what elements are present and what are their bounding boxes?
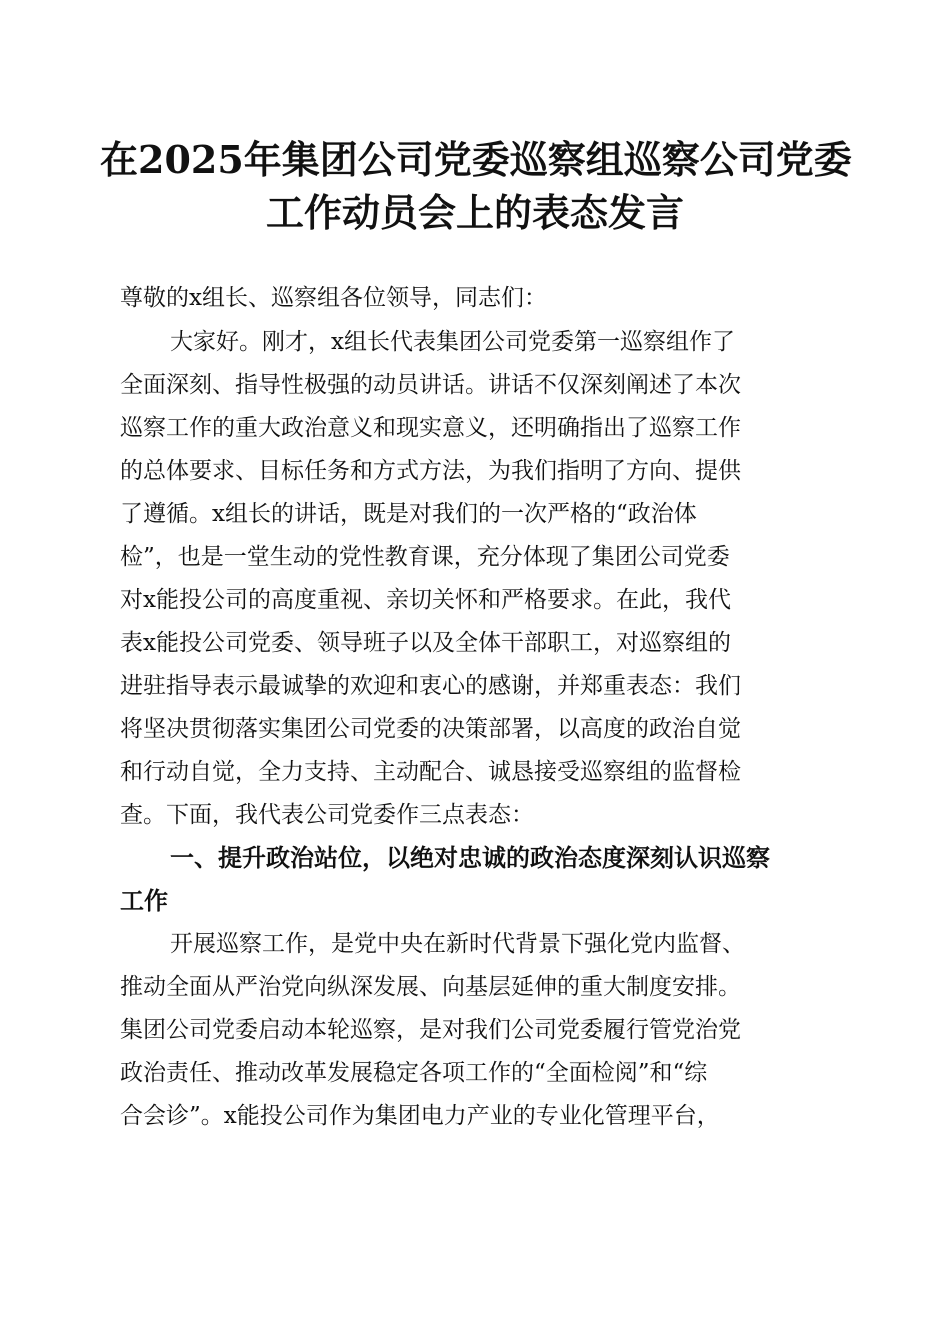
paragraph-2-line: 开展巡察工作，是党中央在新时代背景下强化党内监督、 <box>170 931 745 957</box>
section-heading-1-line-2: 工作 <box>120 887 168 915</box>
section-heading-1-line-1: 一、提升政治站位，以绝对忠诚的政治态度深刻认识巡察 <box>170 844 770 872</box>
document-title-line-1: 在2025年集团公司党委巡察组巡察公司党委 <box>100 137 852 182</box>
paragraph-1-line: 和行动自觉，全力支持、主动配合、诚恳接受巡察组的监督检 <box>120 759 741 785</box>
paragraph-1-line: 了遵循。x组长的讲话，既是对我们的一次严格的“政治体 <box>120 501 697 527</box>
paragraph-1-line: 对x能投公司的高度重视、亲切关怀和严格要求。在此，我代 <box>120 587 731 613</box>
salutation: 尊敬的x组长、巡察组各位领导，同志们： <box>120 285 547 311</box>
paragraph-1-line: 全面深刻、指导性极强的动员讲话。讲话不仅深刻阐述了本次 <box>120 372 741 398</box>
paragraph-1-line: 检”，也是一堂生动的党性教育课，充分体现了集团公司党委 <box>120 544 730 570</box>
paragraph-2-line: 政治责任、推动改革发展稳定各项工作的“全面检阅”和“综 <box>120 1060 708 1086</box>
document-title-line-2: 工作动员会上的表态发言 <box>265 190 684 235</box>
paragraph-1-line: 将坚决贯彻落实集团公司党委的决策部署，以高度的政治自觉 <box>120 716 741 742</box>
paragraph-1-line: 的总体要求、目标任务和方式方法，为我们指明了方向、提供 <box>120 458 741 484</box>
paragraph-1-line: 进驻指导表示最诚挚的欢迎和衷心的感谢，并郑重表态：我们 <box>120 673 741 699</box>
paragraph-1-line: 表x能投公司党委、领导班子以及全体干部职工，对巡察组的 <box>120 630 731 656</box>
paragraph-1-line: 巡察工作的重大政治意义和现实意义，还明确指出了巡察工作 <box>120 415 741 441</box>
paragraph-1-line: 大家好。刚才，x组长代表集团公司党委第一巡察组作了 <box>170 329 735 355</box>
paragraph-2-line: 集团公司党委启动本轮巡察，是对我们公司党委履行管党治党 <box>120 1017 741 1043</box>
paragraph-1-line: 查。下面，我代表公司党委作三点表态： <box>120 802 534 828</box>
paragraph-2-line: 推动全面从严治党向纵深发展、向基层延伸的重大制度安排。 <box>120 974 741 1000</box>
paragraph-2-line: 合会诊”。x能投公司作为集团电力产业的专业化管理平台， <box>120 1103 720 1129</box>
